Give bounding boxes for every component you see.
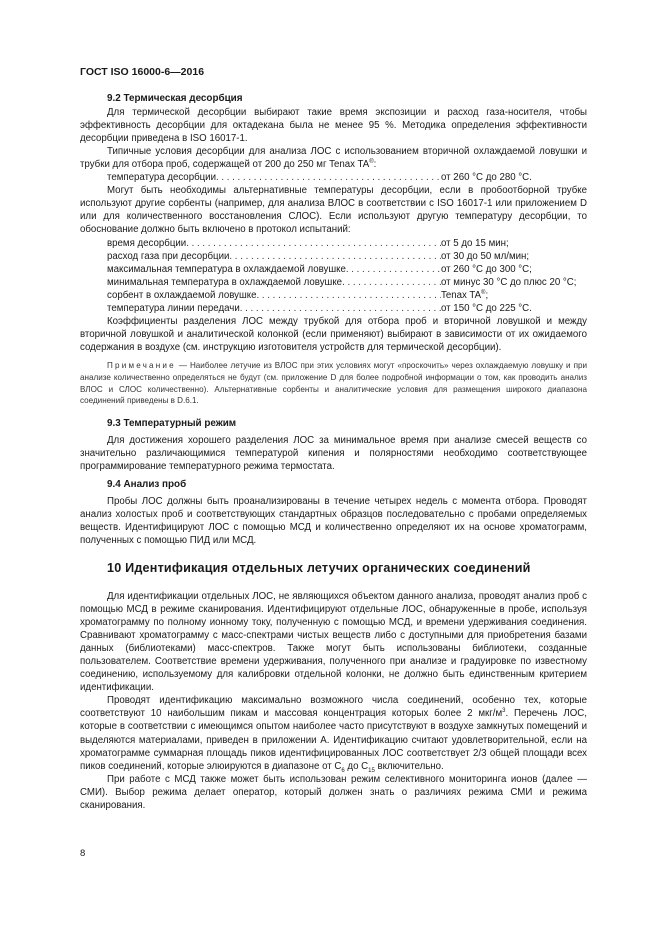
- text: Проводят идентификацию максимально возможного числа соединений, особенно тех, которые соответствуют 10 наибольшим пикам и массовая концентрация которых более 2 мкг/м: [80, 695, 587, 720]
- text: включительно.: [374, 760, 444, 772]
- subscript: 15: [368, 767, 375, 774]
- superscript: ®: [481, 289, 486, 296]
- parameter-label: минимальная температура в охлаждаемой ловушке: [107, 276, 343, 288]
- section-9-3-heading: 9.3 Температурный режим: [107, 417, 237, 429]
- parameter-row: [80, 171, 587, 184]
- paragraph: При работе с МСД также может быть использован режим селективного мониторинга ионов (далее — СМИ). Выбор режима делает оператор, который должен знать о различиях режима СМИ и режима сканирования.: [80, 773, 587, 811]
- paragraph: Пробы ЛОС должны быть проанализированы в течение четырех недель с момента отбора. Проводят анализ холостых проб и соответствующих стандартных образцов последовательно с пробами определяемых веществ. Идентифицируют ЛОС с помощью МСД и количественно определяют их на основе хроматограмм, полученных с помощью ПИД или МСД.: [80, 496, 587, 547]
- dot-leader: [216, 171, 441, 184]
- text: до C: [344, 760, 369, 772]
- section-10-heading: 10 Идентификация отдельных летучих органических соединений: [107, 561, 531, 576]
- superscript: 3: [502, 708, 506, 715]
- dot-leader: [346, 263, 441, 276]
- document-header: ГОСТ ISO 16000-6—2016: [80, 66, 205, 78]
- text: . Перечень ЛОС, которые в соответствии с имеющимся опытом наиболее часто присутствуют в воздухе замкнутых помещений и выделяются материалами, приведен в приложении А. Идентификацию считают удовлетворительной, если на хроматограмме суммарная площадь пиков идентифицированных ЛОС соответствует 2/3 общей площади всех пиков соединений, которые элюируются в диапазоне от C: [80, 708, 587, 772]
- paragraph: [80, 694, 587, 773]
- parameter-row: [80, 302, 587, 315]
- parameter-value: от 260 °C до 280 °C.: [441, 172, 532, 184]
- parameter-label: время десорбции: [107, 237, 187, 249]
- page-number: 8: [80, 848, 86, 859]
- note-text: — Наиболее летучие из ВЛОС при этих условиях могут «проскочить» через охлаждаемую ловушку и при анализе количественно определяться не будут (см. приложение D для более подробной информации о том, как проводить анализ ВЛОС и СЛОС количественно). Альтернативные сорбенты и аналитические условия для размещения широкого диапазона соединений приведены в D.6.1.: [80, 361, 587, 406]
- parameter-value: от 260 °C до 300 °C;: [441, 263, 532, 275]
- paragraph: Могут быть необходимы альтернативные температуры десорбции, если в пробоотборной трубке используют другие сорбенты (например, для анализа ВЛОС в соответствии с ISO 16017-1 или приложением D или для количественного восстановления СЛОС). Если используют другую температуру десорбции, то обоснование должно быть включено в протокол испытаний:: [80, 185, 587, 236]
- parameter-value: от минус 30 °C до плюс 20 °C;: [441, 276, 577, 288]
- paragraph: Для идентификации отдельных ЛОС, не являющихся объектом данного анализа, проводят анализ проб с помощью МСД в режиме сканирования. Идентифицируют отдельные ЛОС, обнаруженные в пробе, используя хроматограмму по полному ионному току, полученную с помощью МСД, и времени удерживания соединения. Сравнивают хроматограмму с масс-спектрами чистых веществ либо с доступными для приобретения базами данных (библиотеками) масс-спектров. Также могут быть использованы библиотеки, созданные пользователем. Соответствие времени удерживания, полученного при анализе и градуировке по известному соединению, используемому для калибровки отдельной колонки, не должно быть единственным критерием идентификации.: [80, 590, 587, 694]
- parameter-label: расход газа при десорбции: [107, 250, 230, 262]
- superscript: ®: [369, 158, 374, 165]
- paragraph: Для термической десорбции выбирают такие время экспозиции и расход газа-носителя, чтобы эффективность десорбции для октадекана была не менее 95 %. Методика определения эффективности десорбции приведена в ISO 16017-1.: [80, 106, 587, 144]
- parameter-value: от 5 до 15 мин;: [441, 237, 509, 249]
- parameter-row: [80, 237, 587, 250]
- text: Типичные условия десорбции для анализа ЛОС с использованием вторичной охлаждаемой ловушки и трубки для отбора проб, содержащей от 200 до 250 мг Tenax TA: [80, 145, 587, 170]
- parameter-value: [441, 289, 587, 302]
- note: [80, 360, 587, 406]
- document-page: [80, 66, 587, 812]
- section-9-4-heading: 9.4 Анализ проб: [107, 478, 187, 490]
- parameter-row: [80, 276, 587, 289]
- dot-leader: [240, 302, 441, 315]
- parameter-label: максимальная температура в охлаждаемой ловушке: [107, 263, 346, 275]
- text: :: [373, 158, 377, 170]
- text: Tenax TA: [441, 289, 482, 301]
- text: ;: [485, 289, 489, 301]
- parameter-row: [80, 289, 587, 302]
- paragraph: Для достижения хорошего разделения ЛОС за минимальное время при анализе смесей веществ со значительно различающимися температурой кипения и полярностями необходимо соответствующее программирование температурного режима термостата.: [80, 435, 587, 473]
- paragraph: Коэффициенты разделения ЛОС между трубкой для отбора проб и вторичной ловушкой и между вторичной ловушкой и аналитической колонкой (если применяют) выбирают в зависимости от их ожидаемого содержания в воздухе (см. инструкцию изготовителя устройств для термической десорбции).: [80, 316, 587, 354]
- dot-leader: [186, 237, 441, 250]
- parameter-label: сорбент в охлаждаемой ловушке: [107, 289, 257, 301]
- parameter-value: от 150 °C до 225 °C.: [441, 303, 532, 314]
- dot-leader: [229, 250, 441, 263]
- paragraph: [80, 145, 587, 171]
- parameter-label: температура линии передачи: [107, 303, 240, 314]
- parameter-label: температура десорбции: [107, 172, 217, 184]
- subscript: 6: [341, 767, 345, 774]
- parameter-row: [80, 263, 587, 276]
- dot-leader: [342, 276, 441, 289]
- note-label: Примечание: [107, 361, 176, 371]
- dot-leader: [257, 289, 441, 302]
- section-9-2-heading: 9.2 Термическая десорбция: [107, 93, 243, 105]
- parameter-row: [80, 250, 587, 263]
- parameter-value: от 30 до 50 мл/мин;: [441, 250, 530, 262]
